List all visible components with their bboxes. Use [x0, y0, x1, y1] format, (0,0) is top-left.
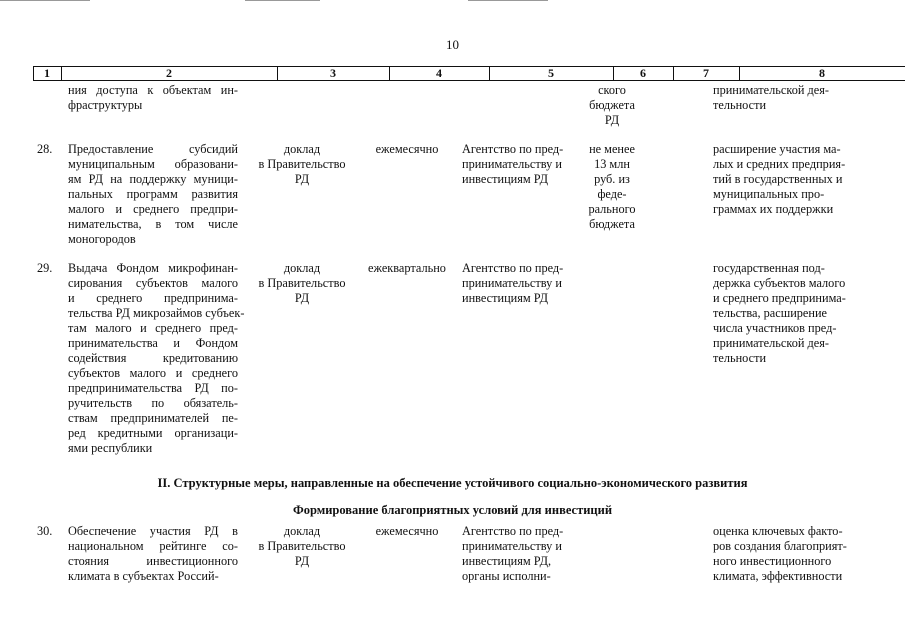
row-1-executor-line: Агентство по пред- [462, 142, 564, 156]
row-1-result-line: муниципальных про- [713, 187, 825, 201]
section-heading: II. Структурные меры, направленные на обеспечение устойчивого социально-экономического развития [157, 476, 748, 490]
header-col-8: 8 [819, 66, 825, 80]
row-3-executor-line: Агентство по пред- [462, 524, 564, 538]
page-number: 10 [446, 37, 459, 52]
row-3-result-line: ного инвестиционного [713, 554, 832, 568]
header-col-7: 7 [703, 66, 709, 80]
subsection-heading: Формирование благоприятных условий для инвестиций [292, 503, 613, 517]
header-col-5: 5 [548, 66, 554, 80]
top-rule-middle [245, 0, 320, 1]
row-2-result-line: числа участников пред- [713, 321, 837, 335]
row-1-funding-line: бюджета [589, 217, 635, 231]
row-2-action-line: принимательства и Фондом [68, 336, 238, 350]
row-0-result-line: тельности [713, 98, 767, 112]
row-2-number-line: 29. [37, 261, 53, 275]
header-col-1: 1 [44, 66, 50, 80]
row-3-action-line: климата в субъектах Россий- [68, 569, 219, 583]
row-2-action-line: Выдача Фондом микрофинан- [68, 261, 238, 275]
row-0-action-line: ния доступа к объектам ин- [68, 83, 238, 97]
row-2-action-line: субъектов малого и среднего [68, 366, 238, 380]
row-2-action-line: сирования субъектов малого [68, 276, 238, 290]
table-header [33, 66, 905, 81]
row-1-form-line: РД [294, 172, 310, 186]
row-1-action-line: нимательства, в том числе [68, 217, 238, 231]
row-1-action-line: муниципальным образовани- [68, 157, 238, 171]
row-1-action-line: Предоставление субсидий [68, 142, 238, 156]
row-3-executor-line: органы исполни- [462, 569, 551, 583]
row-2-action-line: ствам предпринимателей пе- [68, 411, 238, 425]
row-3-action-line: национальном рейтинге со- [68, 539, 238, 553]
row-0-funding-line: ского [598, 83, 626, 97]
row-2-form-line: РД [294, 291, 310, 305]
row-2-period-line: ежеквартально [368, 261, 446, 275]
row-0-result-line: принимательской дея- [713, 83, 829, 97]
row-2-result-line: держка субъектов малого [713, 276, 846, 290]
row-1-action-line: моногородов [68, 232, 136, 246]
row-2-result-line: тельности [713, 351, 767, 365]
top-rule-left [0, 0, 90, 1]
row-1-action-line: малого и среднего предпри- [68, 202, 238, 216]
row-3-form-line: доклад [283, 524, 321, 538]
row-2-result-line: тельства, расширение [713, 306, 827, 320]
row-1-funding-line: 13 млн [594, 157, 630, 171]
row-1-result-line: тий в государственных и [713, 172, 843, 186]
row-2-action-line: ями республики [68, 441, 153, 455]
header-col-2: 2 [166, 66, 172, 80]
row-3-executor-line: инвестициям РД, [462, 554, 552, 568]
row-1-form-line: в Правительство [258, 157, 346, 171]
row-1-period-line: ежемесячно [375, 142, 439, 156]
row-2-result-line: государственная под- [713, 261, 825, 275]
row-3-result-line: климата, эффективности [713, 569, 843, 583]
row-2-action-line: там малого и среднего пред- [68, 321, 238, 335]
row-1-executor-line: инвестициям РД [462, 172, 549, 186]
row-0-funding-line: бюджета [589, 98, 635, 112]
top-rule-right [468, 0, 548, 1]
row-1-funding-line: не менее [589, 142, 635, 156]
row-1-executor-line: принимательству и [462, 157, 562, 171]
row-2-action-line: ручительств по обязатель- [68, 396, 238, 410]
row-2-form-line: доклад [283, 261, 321, 275]
row-3-period-line: ежемесячно [375, 524, 439, 538]
row-2-executor-line: инвестициям РД [462, 291, 549, 305]
row-3-result-line: оценка ключевых факто- [713, 524, 843, 538]
row-3-action-line: Обеспечение участия РД в [68, 524, 238, 538]
row-2-action-line: ред кредитными организаци- [68, 426, 238, 440]
row-1-funding-line: руб. из [594, 172, 630, 186]
row-1-result-line: расширение участия ма- [713, 142, 841, 156]
row-2-executor-line: принимательству и [462, 276, 562, 290]
row-3-action-line: стояния инвестиционного [68, 554, 238, 568]
row-2-action-line: содействия кредитованию [68, 351, 238, 365]
row-0-action-line: фраструктуры [68, 98, 143, 112]
row-1-number-line: 28. [37, 142, 53, 156]
row-3-result-line: ров создания благоприят- [713, 539, 847, 553]
row-1-funding-line: феде- [597, 187, 627, 201]
row-1-action-line: пальных программ развития [68, 187, 238, 201]
row-2-action-line: предпринимательства РД по- [68, 381, 238, 395]
row-2-form-line: в Правительство [258, 276, 346, 290]
row-3-number-line: 30. [37, 524, 53, 538]
header-col-6: 6 [640, 66, 646, 80]
row-2-action-line: тельства РД микрозаймов субъек- [68, 306, 245, 320]
row-1-action-line: ям РД на поддержку муници- [68, 172, 238, 186]
row-1-result-line: граммах их поддержки [713, 202, 834, 216]
row-1-form-line: доклад [283, 142, 321, 156]
row-2-result-line: и среднего предпринима- [713, 291, 846, 305]
row-2-result-line: принимательской дея- [713, 336, 829, 350]
row-1-result-line: лых и средних предприя- [713, 157, 846, 171]
row-3-form-line: в Правительство [258, 539, 346, 553]
header-col-3: 3 [330, 66, 336, 80]
row-3-executor-line: принимательству и [462, 539, 562, 553]
row-0-funding-line: РД [604, 113, 620, 127]
row-2-executor-line: Агентство по пред- [462, 261, 564, 275]
header-col-4: 4 [436, 66, 442, 80]
row-2-action-line: и среднего предпринима- [68, 291, 238, 305]
row-1-funding-line: рального [588, 202, 636, 216]
row-3-form-line: РД [294, 554, 310, 568]
